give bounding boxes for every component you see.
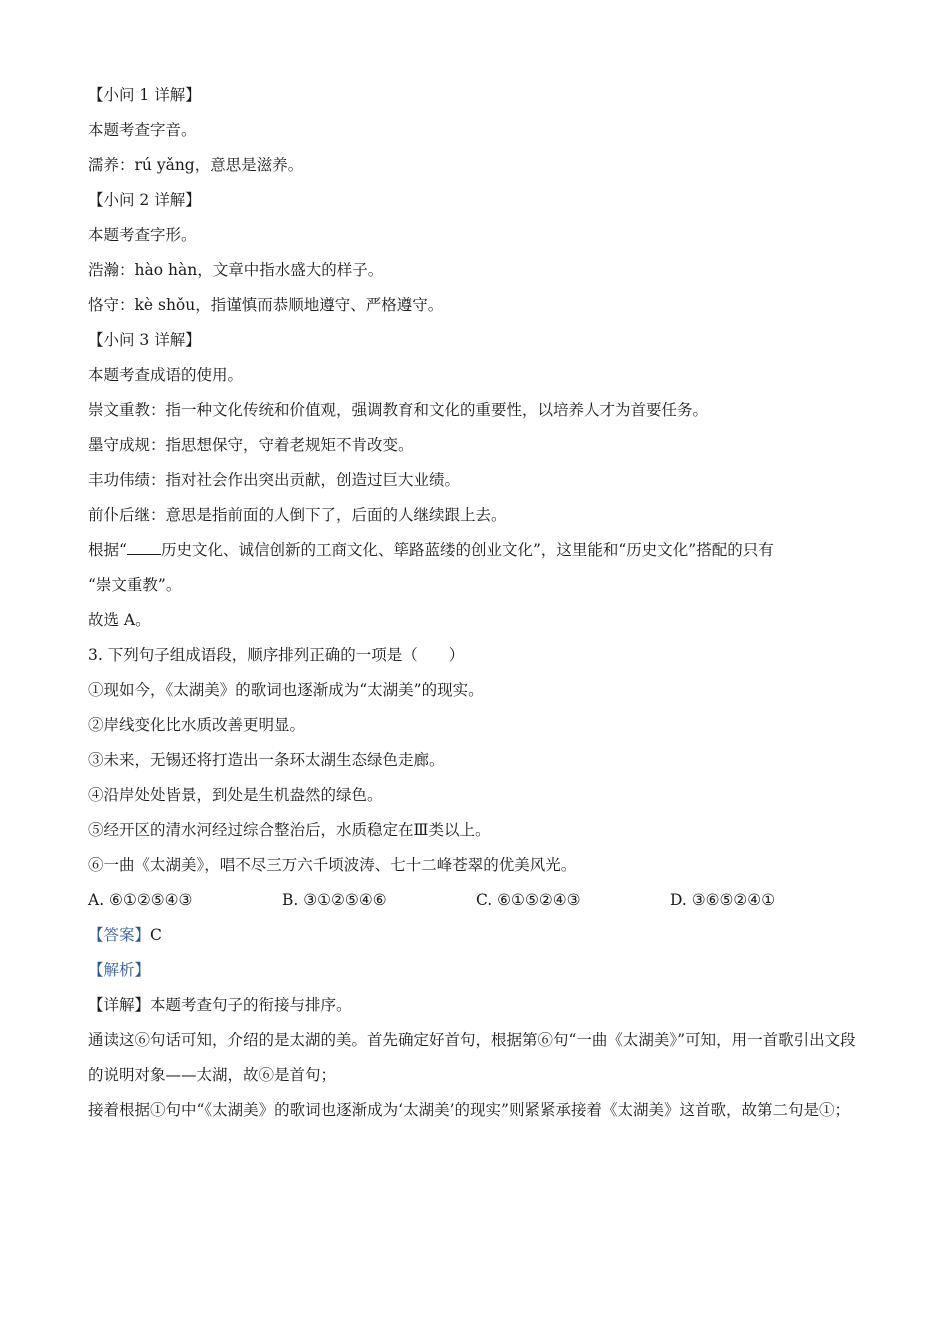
problem-3-sentence-2: ②岸线变化比水质改善更明显。 (88, 716, 306, 734)
problem-3-sentence-4: ④沿岸处处皆景，到处是生机盎然的绿色。 (88, 786, 383, 804)
q2-detail-header: 【小问 2 详解】 (88, 191, 201, 209)
answer-options (88, 883, 868, 918)
detail-line: 【详解】本题考查句子的衔接与排序。 (88, 996, 352, 1014)
fill-in-blank (127, 540, 161, 555)
option-a: A. ⑥①②⑤④③ (88, 891, 193, 909)
problem-3-sentence-3: ③未来，无锡还将打造出一条环太湖生态绿色走廊。 (88, 751, 445, 769)
problem-3-sentence-1: ①现如今，《太湖美》的歌词也逐渐成为“太湖美”的现实。 (88, 681, 484, 699)
q3-idiom-1: 崇文重教：指一种文化传统和价值观，强调教育和文化的重要性，以培养人才为首要任务。 (88, 401, 709, 419)
q3-choice: 故选 A。 (88, 611, 151, 629)
answer-line (88, 918, 868, 953)
analysis-label: 【解析】 (88, 961, 151, 979)
q3-detail-header: 【小问 3 详解】 (88, 331, 201, 349)
q3-basis-continued: “崇文重教”。 (88, 576, 182, 594)
q1-topic: 本题考查字音。 (88, 121, 197, 139)
q3-idiom-2: 墨守成规：指思想保守，守着老规矩不肯改变。 (88, 436, 414, 454)
answer-label: 【答案】 (88, 926, 151, 944)
q1-detail-header: 【小问 1 详解】 (88, 86, 201, 104)
document-page (88, 78, 868, 1128)
option-b: B. ③①②⑤④⑥ (282, 891, 387, 909)
problem-3-sentence-5: ⑤经开区的清水河经过综合整治后，水质稳定在Ⅲ类以上。 (88, 821, 491, 839)
problem-3-question: 3. 下列句子组成语段，顺序排列正确的一项是（ ） (88, 646, 465, 664)
q2-topic: 本题考查字形。 (88, 226, 197, 244)
q3-idiom-3: 丰功伟绩：指对社会作出突出贡献，创造过巨大业绩。 (88, 471, 461, 489)
analysis-paragraph-1: 通读这⑥句话可知，介绍的是太湖的美。首先确定好首句，根据第⑥句“一曲《太湖美》”可知，用一首歌引出文段的说明对象——太湖，故⑥是首句； (88, 1031, 856, 1084)
option-d: D. ③⑥⑤②④① (670, 891, 776, 909)
q3-basis-end: 历史文化、诚信创新的工商文化、筚路蓝缕的创业文化”，这里能和“历史文化”搭配的只有 (160, 541, 774, 559)
analysis-paragraph-2: 接着根据①句中“《太湖美》的歌词也逐渐成为‘太湖美’的现实”则紧紧承接着《太湖美》这首歌，故第二句是①； (88, 1101, 850, 1119)
q2-word-2: 恪守：kè shǒu，指谨慎而恭顺地遵守、严格遵守。 (88, 296, 444, 314)
q3-topic: 本题考查成语的使用。 (88, 366, 244, 384)
q1-word-pronunciation: 濡养：rú yǎng，意思是滋养。 (88, 156, 304, 174)
option-c: C. ⑥①⑤②④③ (476, 891, 581, 909)
q2-word-1: 浩瀚：hào hàn，文章中指水盛大的样子。 (88, 261, 384, 279)
q3-basis-start: 根据“ (88, 541, 127, 559)
q3-basis (88, 533, 868, 568)
q3-idiom-4: 前仆后继：意思是指前面的人倒下了，后面的人继续跟上去。 (88, 506, 507, 524)
problem-3-sentence-6: ⑥一曲《太湖美》，唱不尽三万六千顷波涛、七十二峰苍翠的优美风光。 (88, 856, 577, 874)
answer-value: C (150, 926, 162, 944)
